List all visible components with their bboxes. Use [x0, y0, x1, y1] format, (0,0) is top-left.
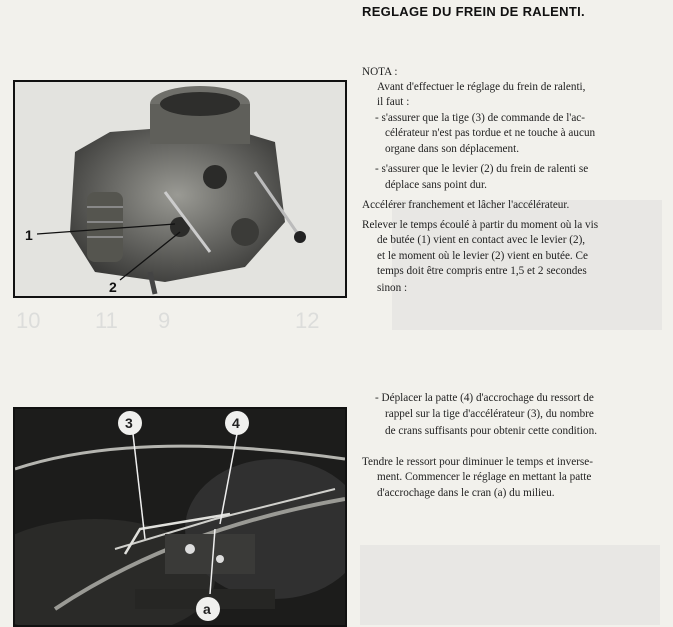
carburettor-photo — [13, 80, 347, 298]
bullet3-line-1: - Déplacer la patte (4) d'accrochage du ressort de — [375, 392, 594, 404]
nota-label: NOTA : — [362, 66, 398, 78]
show-through-number: 11 — [95, 308, 118, 333]
bullet2-line-1: - s'assurer que le levier (2) du frein de ralenti se — [375, 163, 589, 175]
page-title: REGLAGE DU FREIN DE RALENTI. — [362, 4, 585, 19]
callout-1: 1 — [25, 227, 33, 243]
accelerator-rod-illustration — [15, 409, 345, 625]
bullet1-line-2: célérateur n'est pas tordue et ne touche à aucun — [385, 127, 596, 139]
final-line-1: Tendre le ressort pour diminuer le temps et inverse- — [362, 456, 593, 468]
accelerate-instruction: Accélérer franchement et lâcher l'accélérateur. — [362, 199, 570, 211]
final-line-2: ment. Commencer le réglage en mettant la patte — [377, 471, 592, 483]
carburettor-illustration — [15, 82, 345, 296]
bullet3-line-3: de crans suffisants pour obtenir cette condition. — [385, 425, 597, 437]
intro-line-1: Avant d'effectuer le réglage du frein de ralenti, — [377, 81, 586, 93]
callout-a: a — [203, 601, 211, 617]
accelerator-rod-photo — [13, 407, 347, 627]
bullet3-line-2: rappel sur la tige d'accélérateur (3), du nombre — [385, 408, 594, 420]
show-through-number: 9 — [158, 308, 171, 333]
bullet1-line-3: organe dans son déplacement. — [385, 143, 519, 155]
measure-line-3: et le moment où le levier (2) vient en butée. Ce — [377, 250, 588, 262]
show-through-number: 12 — [295, 308, 320, 333]
final-line-3: d'accrochage dans le cran (a) du milieu. — [377, 487, 555, 499]
callout-2: 2 — [109, 279, 117, 295]
measure-line-4: temps doit être compris entre 1,5 et 2 secondes — [377, 265, 587, 277]
bullet2-line-2: déplace sans point dur. — [385, 179, 487, 191]
measure-line-5: sinon : — [377, 282, 408, 294]
show-through-panel — [360, 545, 660, 625]
callout-3: 3 — [125, 415, 133, 431]
callout-4: 4 — [232, 415, 240, 431]
measure-line-2: de butée (1) vient en contact avec le levier (2), — [377, 234, 586, 246]
bullet1-line-1: - s'assurer que la tige (3) de commande de l'ac- — [375, 112, 585, 124]
intro-line-2: il faut : — [377, 96, 410, 108]
show-through-number: 10 — [16, 308, 41, 333]
measure-line-1: Relever le temps écoulé à partir du moment où la vis — [362, 219, 599, 231]
